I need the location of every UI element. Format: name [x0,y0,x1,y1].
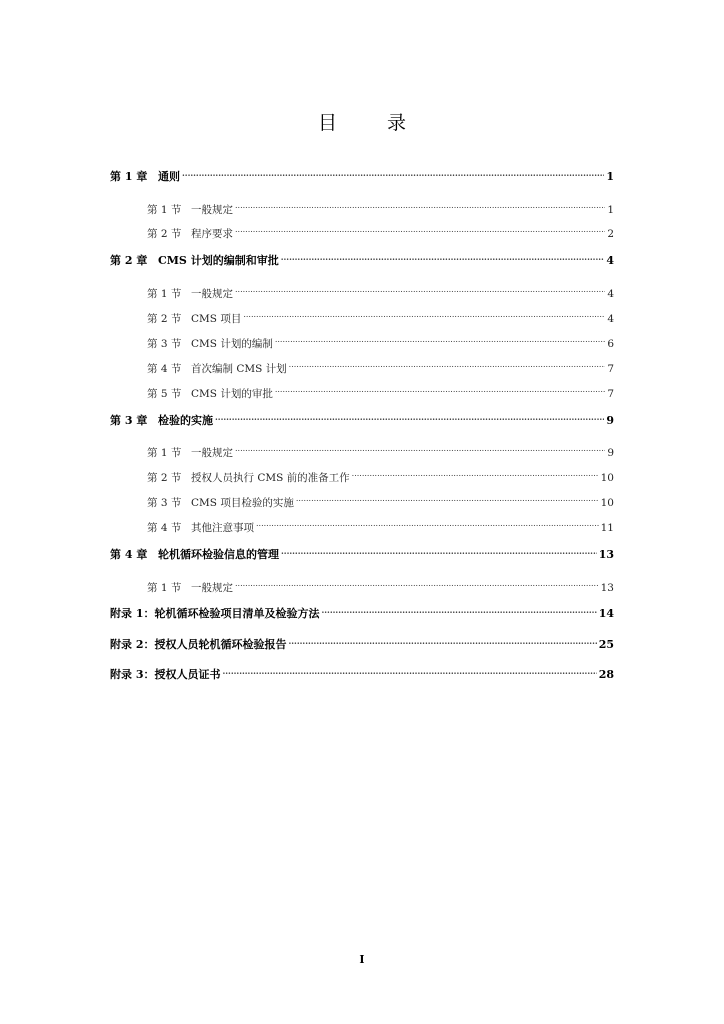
toc-entry-section-3-1[interactable] [147,440,614,459]
toc-entry-section-3-2[interactable] [147,465,614,484]
toc-entry-number: 第 1 节 [147,447,182,459]
toc-entry-number: 第 2 节 [147,472,182,484]
toc-entry-title: CMS 项目 [191,313,242,325]
toc-entry-number: 第 1 节 [147,582,182,594]
toc-entry-page: 11 [600,522,614,534]
toc-entry-page: 4 [607,288,614,300]
toc-entry-page: 2 [607,228,614,240]
toc-leader-dots [256,515,599,531]
toc-entry-title: 授权人员执行 CMS 前的准备工作 [191,472,350,484]
toc-entry-page: 13 [600,582,614,594]
toc-entry-section-2-3[interactable] [147,331,614,350]
toc-leader-dots [235,440,605,456]
page-title: 目 录 [317,112,429,134]
toc-leader-dots [235,281,605,297]
toc-entry-chapter-3[interactable] [110,408,614,427]
toc-entry-page: 28 [598,668,614,681]
toc-entry-title: 附录 2：授权人员轮机循环检验报告 [110,638,287,651]
toc-leader-dots [182,164,604,180]
toc-entry-section-2-5[interactable] [147,381,614,400]
toc-entry-number: 第 2 章 [110,254,148,267]
toc-leader-dots [296,490,599,506]
toc-entry-chapter-2[interactable] [110,248,614,267]
toc-entry-section-1-2[interactable] [147,221,614,240]
toc-entry-number: 第 3 章 [110,414,148,427]
toc-entry-number: 第 4 节 [147,522,182,534]
toc-entry-number: 第 3 节 [147,338,182,350]
toc-entry-title: 附录 3：授权人员证书 [110,668,221,681]
toc-entry-chapter-1[interactable] [110,164,614,183]
toc-leader-dots [222,662,596,678]
toc-entry-section-2-1[interactable] [147,281,614,300]
toc-leader-dots [321,601,596,617]
toc-entry-number: 第 1 章 [110,170,148,183]
toc-entry-number: 第 2 节 [147,228,182,240]
toc-entry-number: 第 2 节 [147,313,182,325]
toc-entry-title: 一般规定 [191,204,233,216]
toc-entry-number: 第 3 节 [147,497,182,509]
toc-leader-dots [281,248,605,264]
toc-entry-page: 10 [600,497,614,509]
toc-entry-section-2-4[interactable] [147,356,614,375]
toc-entry-title: 附录 1：轮机循环检验项目清单及检验方法 [110,607,320,620]
toc-leader-dots [235,221,605,237]
toc-leader-dots [215,408,604,424]
toc-entry-title: 一般规定 [191,582,233,594]
toc-entry-page: 4 [607,313,614,325]
toc-entry-page: 14 [598,607,614,620]
toc-entry-title: 检验的实施 [158,414,213,427]
toc-entry-title: 轮机循环检验信息的管理 [158,548,279,561]
toc-leader-dots [275,331,605,347]
toc-entry-title: 通则 [158,170,180,183]
toc-entry-page: 9 [607,447,614,459]
toc-entry-page: 10 [600,472,614,484]
toc-leader-dots [235,575,599,591]
toc-leader-dots [288,632,596,648]
toc-entry-number: 第 1 节 [147,204,182,216]
toc-entry-appendix-3[interactable] [110,662,614,681]
toc-entry-page: 1 [607,204,614,216]
toc-entry-number: 第 1 节 [147,288,182,300]
toc-entry-chapter-4[interactable] [110,542,614,561]
toc-entry-section-2-2[interactable] [147,306,614,325]
toc-entry-page: 25 [598,638,614,651]
toc-entry-title: 程序要求 [191,228,233,240]
toc-entry-number: 第 4 章 [110,548,148,561]
toc-entry-title: CMS 项目检验的实施 [191,497,294,509]
toc-entry-page: 4 [606,254,614,267]
toc-entry-title: 其他注意事项 [191,522,254,534]
toc-entry-page: 6 [607,338,614,350]
toc-entry-section-3-4[interactable] [147,515,614,534]
toc-entry-page: 13 [598,548,614,561]
toc-leader-dots [281,542,597,558]
toc-entry-page: 9 [606,414,614,427]
toc-entry-title: 一般规定 [191,288,233,300]
toc-entry-title: 首次编制 CMS 计划 [191,363,287,375]
toc-entry-page: 7 [607,388,614,400]
toc-entry-number: 第 5 节 [147,388,182,400]
toc-entry-title: CMS 计划的编制和审批 [158,254,279,267]
toc-entry-page: 1 [606,170,614,183]
toc-leader-dots [352,465,599,481]
toc-entry-number: 第 4 节 [147,363,182,375]
toc-leader-dots [289,356,606,372]
toc-entry-appendix-1[interactable] [110,601,614,620]
toc-leader-dots [243,306,605,322]
toc-leader-dots [275,381,605,397]
toc-entry-appendix-2[interactable] [110,632,614,651]
toc-entry-title: CMS 计划的编制 [191,338,273,350]
toc-entry-page: 7 [607,363,614,375]
toc-entry-section-4-1[interactable] [147,575,614,594]
toc-leader-dots [235,197,605,213]
page-number: I [359,953,365,966]
toc-entry-title: CMS 计划的审批 [191,388,273,400]
toc-entry-title: 一般规定 [191,447,233,459]
toc-entry-section-1-1[interactable] [147,197,614,216]
toc-entry-section-3-3[interactable] [147,490,614,509]
